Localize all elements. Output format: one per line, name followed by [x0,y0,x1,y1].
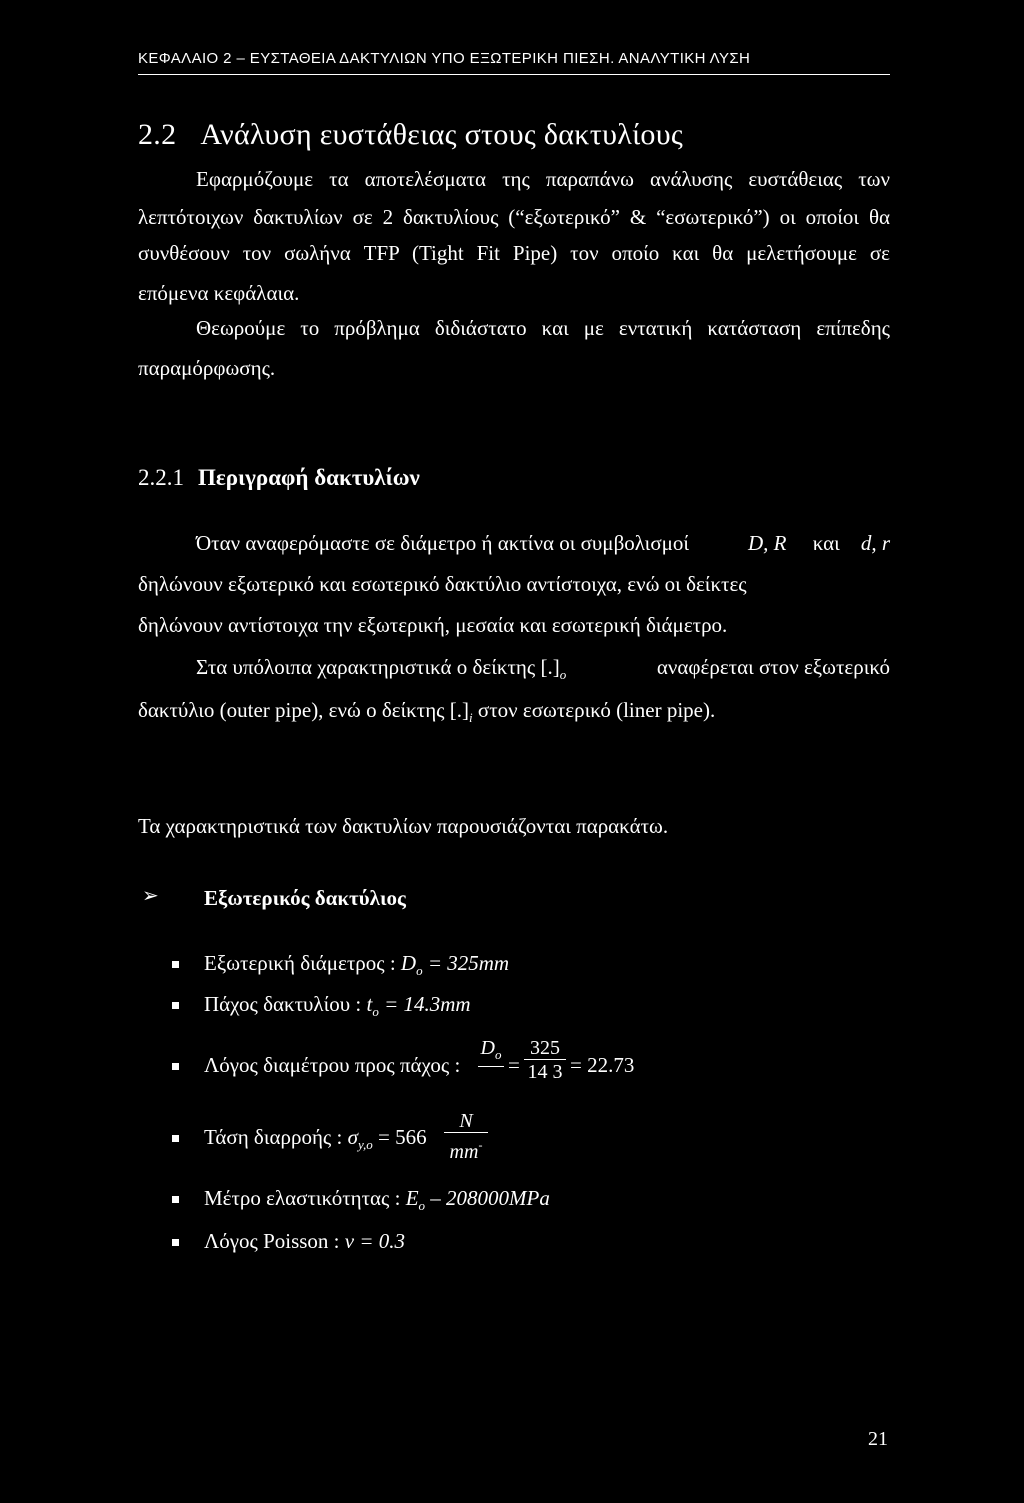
thickness-label: Πάχος δακτυλίου : [204,992,362,1016]
subsection-para2-line1-tail: αναφέρεται στον εξωτερικό [656,655,890,679]
diameter-symbol: D [400,951,417,975]
subsection-title-text: Περιγραφή δακτυλίων [198,465,420,490]
ratio-fraction-2 [524,1037,566,1084]
section-title [138,118,683,152]
section-para1-line1: Εφαρμόζουμε τα αποτελέσματα της παραπάνω ανάλυσης ευστάθειας των [196,167,890,191]
subsection-title [138,465,420,491]
ratio-label: Λόγος διαμέτρου προς πάχος : [204,1053,461,1077]
symbol-inner: d, r [860,531,890,555]
modulus-sub: o [418,1198,426,1213]
diameter-label: Εξωτερική διάμετρος : [204,951,396,975]
yield-unit-den: mm [449,1141,479,1163]
arrow-bullet-icon: ➢ [142,885,159,907]
symbol-conj: και [812,531,840,555]
thickness-value: = 14.3mm [384,992,471,1016]
subsection-para1-line3: δηλώνουν αντίστοιχα την εξωτερική, μεσαία και εσωτερική διάμετρο. [138,613,728,637]
poisson-value: ν = 0.3 [344,1229,406,1253]
property-diameter [204,945,509,989]
poisson-label: Λόγος Poisson : [204,1229,340,1253]
symbol-outer: D, R [748,531,787,555]
index-outer-sub: o [559,667,567,682]
subsection-para2-line2-head: δακτύλιο (outer pipe), ενώ ο δείκτης [138,698,445,722]
modulus-symbol: E [405,1186,419,1210]
ratio-fraction-1 [478,1037,504,1087]
section-number: 2.2 [138,118,177,151]
header-rule [138,74,890,75]
running-header: ΚΕΦΑΛΑΙΟ 2 – ΕΥΣΤΑΘΕΙΑ ΔΑΚΤΥΛΙΩΝ ΥΠΟ ΕΞΩΤΕΡΙΚΗ ΠΙΕΣΗ. ΑΝΑΛΥΤΙΚΗ ΛΥΣΗ [138,50,751,67]
subsection-para2-line2-tail: στον εσωτερικό (liner pipe). [477,698,716,722]
subsection-para1-line1 [196,525,890,562]
list-heading: Εξωτερικός δακτύλιος [204,886,406,910]
yield-unit-fraction [444,1110,488,1164]
yield-symbol: σ [347,1125,358,1149]
index-inner: [.] [449,698,469,722]
subsection-para1-line1-text: Όταν αναφερόμαστε σε διάμετρο ή ακτίνα οι συμβολισμοί [196,531,690,555]
property-poisson [204,1223,405,1260]
property-modulus [204,1180,550,1224]
section-para2-line2: παραμόρφωσης. [138,356,276,380]
page-number: 21 [868,1428,888,1450]
diameter-sub: o [416,963,423,978]
index-outer: [.] [540,655,560,679]
section-title-text: Ανάλυση ευστάθειας στους δακτυλίους [200,118,684,151]
thickness-sub: o [372,1004,379,1019]
bullet-square-icon [172,1196,179,1203]
ratio-num-sub: o [494,1047,502,1062]
section-para1-line3: συνθέσουν τον σωλήνα TFP (Tight Fit Pipe) τον οποίο και θα μελετήσουμε σε [138,241,890,265]
bullet-square-icon [172,1239,179,1246]
thickness-symbol: t [366,992,373,1016]
diameter-value: = 325mm [427,951,510,975]
section-para2-line1: Θεωρούμε το πρόβλημα διδιάστατο και με εντατική κατάσταση επίπεδης [196,316,890,340]
yield-unit-num: N [459,1110,473,1132]
yield-sub: y,o [357,1137,373,1152]
yield-unit-sup: - [478,1138,483,1152]
ratio-result: = 22.73 [570,1053,635,1077]
section-para1-line2: λεπτότοιχων δακτυλίων σε 2 δακτυλίους (“εξωτερικό” & “εσωτερικό”) οι οποίοι θα [138,205,890,229]
property-yield [204,1119,427,1163]
ratio-eq1: = [508,1053,520,1077]
modulus-value: – 208000MPa [430,1186,550,1210]
subsection-para2-line2 [138,692,715,736]
bullet-square-icon [172,1002,179,1009]
modulus-label: Μέτρο ελαστικότητας : [204,1186,401,1210]
list-intro: Τα χαρακτηριστικά των δακτυλίων παρουσιάζονται παρακάτω. [138,814,669,838]
bullet-square-icon [172,1063,179,1070]
subsection-para2-line1-text: Στα υπόλοιπα χαρακτηριστικά ο δείκτης [196,655,536,679]
subsection-para1-line2: δηλώνουν εξωτερικό και εσωτερικό δακτύλιο αντίστοιχα, ενώ οι δείκτες [138,572,747,596]
bullet-square-icon [172,1135,179,1142]
bullet-square-icon [172,961,179,968]
yield-value: = 566 [378,1125,427,1149]
subsection-para2-line1 [196,649,890,693]
index-inner-sub: i [469,710,473,725]
property-thickness [204,986,471,1030]
yield-label: Τάση διαρροής : [204,1125,343,1149]
ratio-num-value: 325 [530,1037,560,1059]
ratio-num-symbol: D [480,1037,495,1059]
section-para1-line4: επόμενα κεφάλαια. [138,281,300,305]
ratio-den-value: 14 3 [524,1059,566,1084]
subsection-number: 2.2.1 [138,465,184,490]
